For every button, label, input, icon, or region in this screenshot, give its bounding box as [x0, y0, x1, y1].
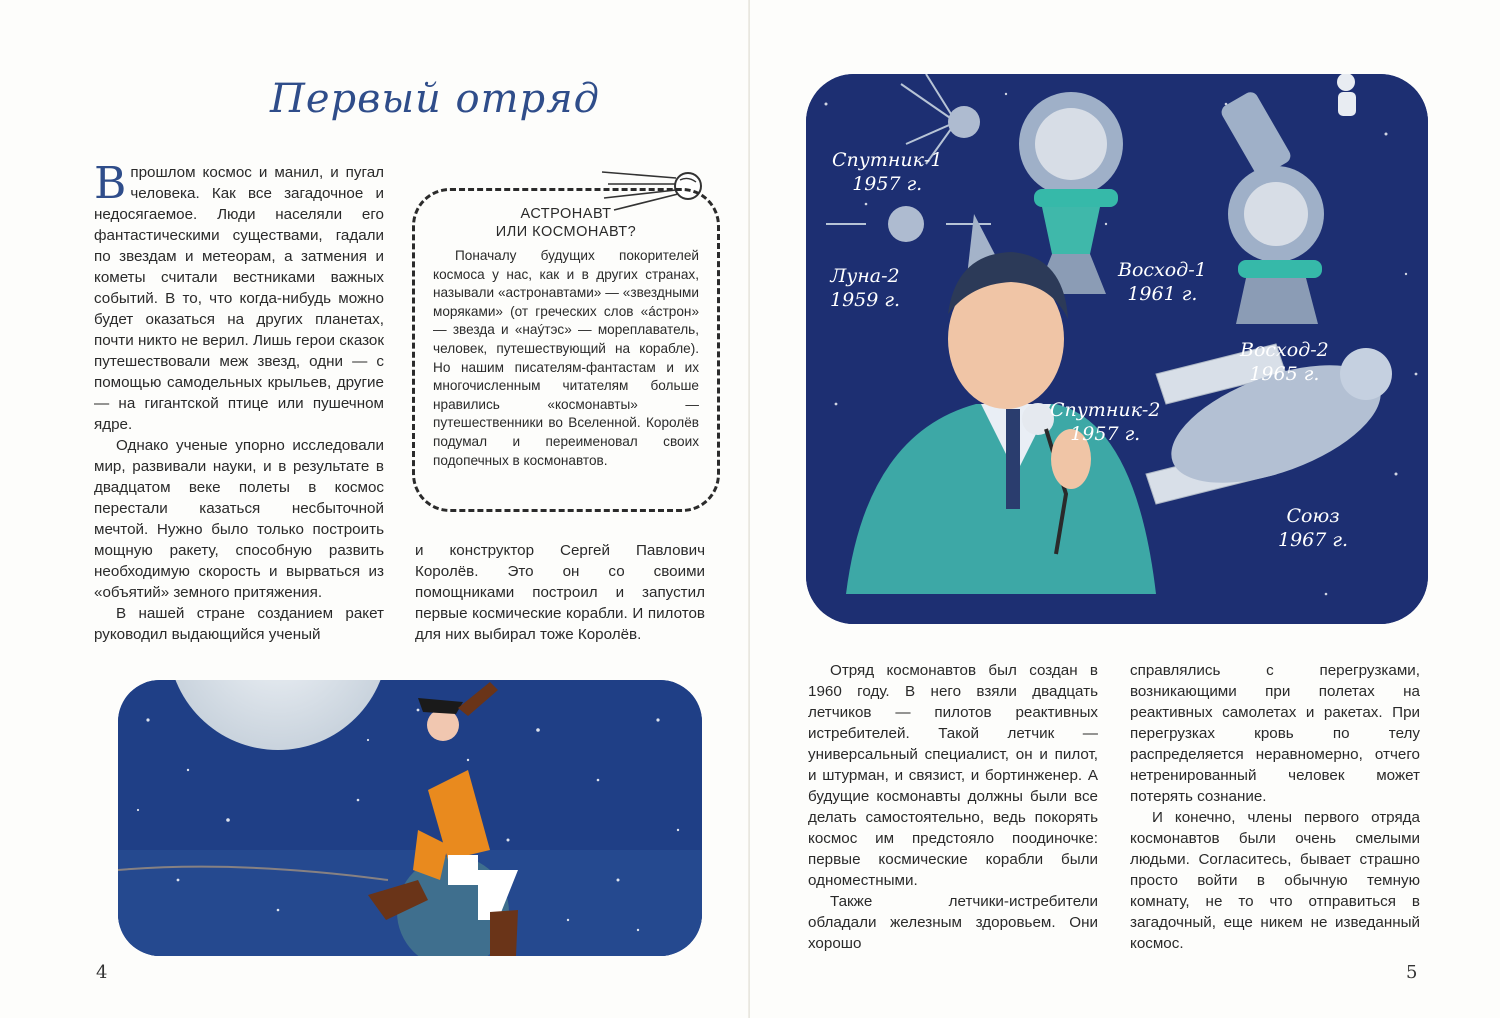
sidebar-paragraph: Поначалу будущих покорителей космоса у нас, как и в других странах, называли «астронавтами» — «звездными моряками» (от греческих слов «áстрон» — звезда и «наýтэс» — мореплаватель, человек, путешествующий на корабле). Но нашим писателям-фантастам и их многочисленным читателям больше нравились «космонавты» — путешественники во Вселенной. Королёв подумал и переименовал своих подопечных в космонавтов.: [433, 248, 699, 468]
paragraph-science: Однако ученые упорно исследовали мир, развивали науки, и в результате в двадцатом веке полеты в космос перестали казаться несбыточной мечтой. Нужно было только построить мощную ракету, способную развить необходимую скорость и вырваться из «объятий» земного притяжения.: [94, 437, 384, 601]
sidebar-box: [412, 188, 720, 512]
munchausen-illustration: [118, 680, 702, 956]
label-soyuz-name: Союз: [1286, 505, 1340, 527]
page-title: Первый отряд: [270, 76, 600, 122]
label-luna-2-name: Луна-2: [830, 265, 900, 287]
sidebar-title-line-1: АСТРОНАВТ: [520, 206, 612, 222]
label-sputnik-1-year: 1957 г.: [852, 173, 923, 195]
label-voskhod-2: [1240, 338, 1329, 386]
label-soyuz-year: 1967 г.: [1278, 529, 1349, 551]
page-number-right: 5: [1406, 962, 1418, 983]
label-voskhod-2-name: Восход-2: [1240, 339, 1329, 361]
paragraph-bravery: И конечно, члены первого отряда космонавтов были очень смелыми людьми. Согласитесь, бывает страшно просто войти в обычную темную комнату, не то что отправиться в загадочный, еще никем не изведанный космос.: [1130, 809, 1420, 952]
paragraph-health: Также летчики-истребители обладали железным здоровьем. Они хорошо: [808, 893, 1098, 952]
drop-cap: В: [94, 158, 127, 209]
right-page: [750, 0, 1500, 1018]
paragraph-squad: Отряд космонавтов был создан в 1960 году. В него взяли двадцать летчиков — пилотов реактивных истребителей. Такой летчик — универсальный специалист, он и пилот, и штурман, и связист, и бортинженер. А будущие космонавты должны были все делать самостоятельно, ведь покорять космос им предстояло поодиночке: первые космические корабли были одноместными.: [808, 662, 1098, 889]
label-sputnik-1-name: Спутник-1: [832, 149, 943, 171]
sidebar-title: [415, 205, 717, 241]
right-column-1: [808, 660, 1098, 954]
paragraph-korolev-end: и конструктор Сергей Павлович Королёв. Это он со своими помощниками построил и запустил первые космические корабли. И пилотов для них выбирал тоже Королёв.: [415, 542, 705, 643]
sidebar-text: [433, 247, 699, 470]
intro-paragraph: [94, 158, 384, 435]
label-voskhod-1-name: Восход-1: [1118, 259, 1207, 281]
label-sputnik-2-year: 1957 г.: [1070, 423, 1141, 445]
korolev-spacecraft-illustration: [806, 74, 1428, 624]
label-voskhod-2-year: 1965 г.: [1249, 363, 1320, 385]
label-luna-2: [830, 264, 900, 312]
label-soyuz: [1278, 504, 1348, 552]
right-column-2: [1130, 660, 1420, 954]
page-number-left: 4: [96, 962, 108, 983]
label-luna-2-year: 1959 г.: [830, 289, 901, 311]
munchausen-drawing: [118, 680, 702, 956]
left-column-1: [94, 158, 384, 645]
paragraph-overload: справлялись с перегрузками, возникающими при полетах на реактивных самолетах и ракетах. При перегрузках кровь по телу распределяется неравномерно, отчего нетренированный человек может потерять сознание.: [1130, 662, 1420, 805]
paragraph-korolev-start: В нашей стране созданием ракет руководил выдающийся ученый: [94, 605, 384, 643]
label-sputnik-1: [832, 148, 942, 196]
label-sputnik-2-name: Спутник-2: [1050, 399, 1161, 421]
label-voskhod-1: [1118, 258, 1207, 306]
left-column-2: [415, 540, 705, 645]
spacewalk-cosmonaut: [1337, 74, 1356, 116]
intro-text: прошлом космос и манил, и пугал человека. Как все загадочное и недосягаемое. Люди населяли его фантастическими существами, гадали по звездам и метеорам, а затмения и кометы считали вестниками важных событий. В то, что когда-нибудь можно будет оказаться на других планетах, почти никто не верил. Лишь герои сказок путешествовали меж звезд, одни — с помощью самодельных крыльев, другие — на гигантской птице или пушечном ядре.: [94, 164, 384, 433]
label-voskhod-1-year: 1961 г.: [1127, 283, 1198, 305]
label-sputnik-2: [1050, 398, 1160, 446]
sidebar-title-line-2: ИЛИ КОСМОНАВТ?: [495, 224, 637, 240]
